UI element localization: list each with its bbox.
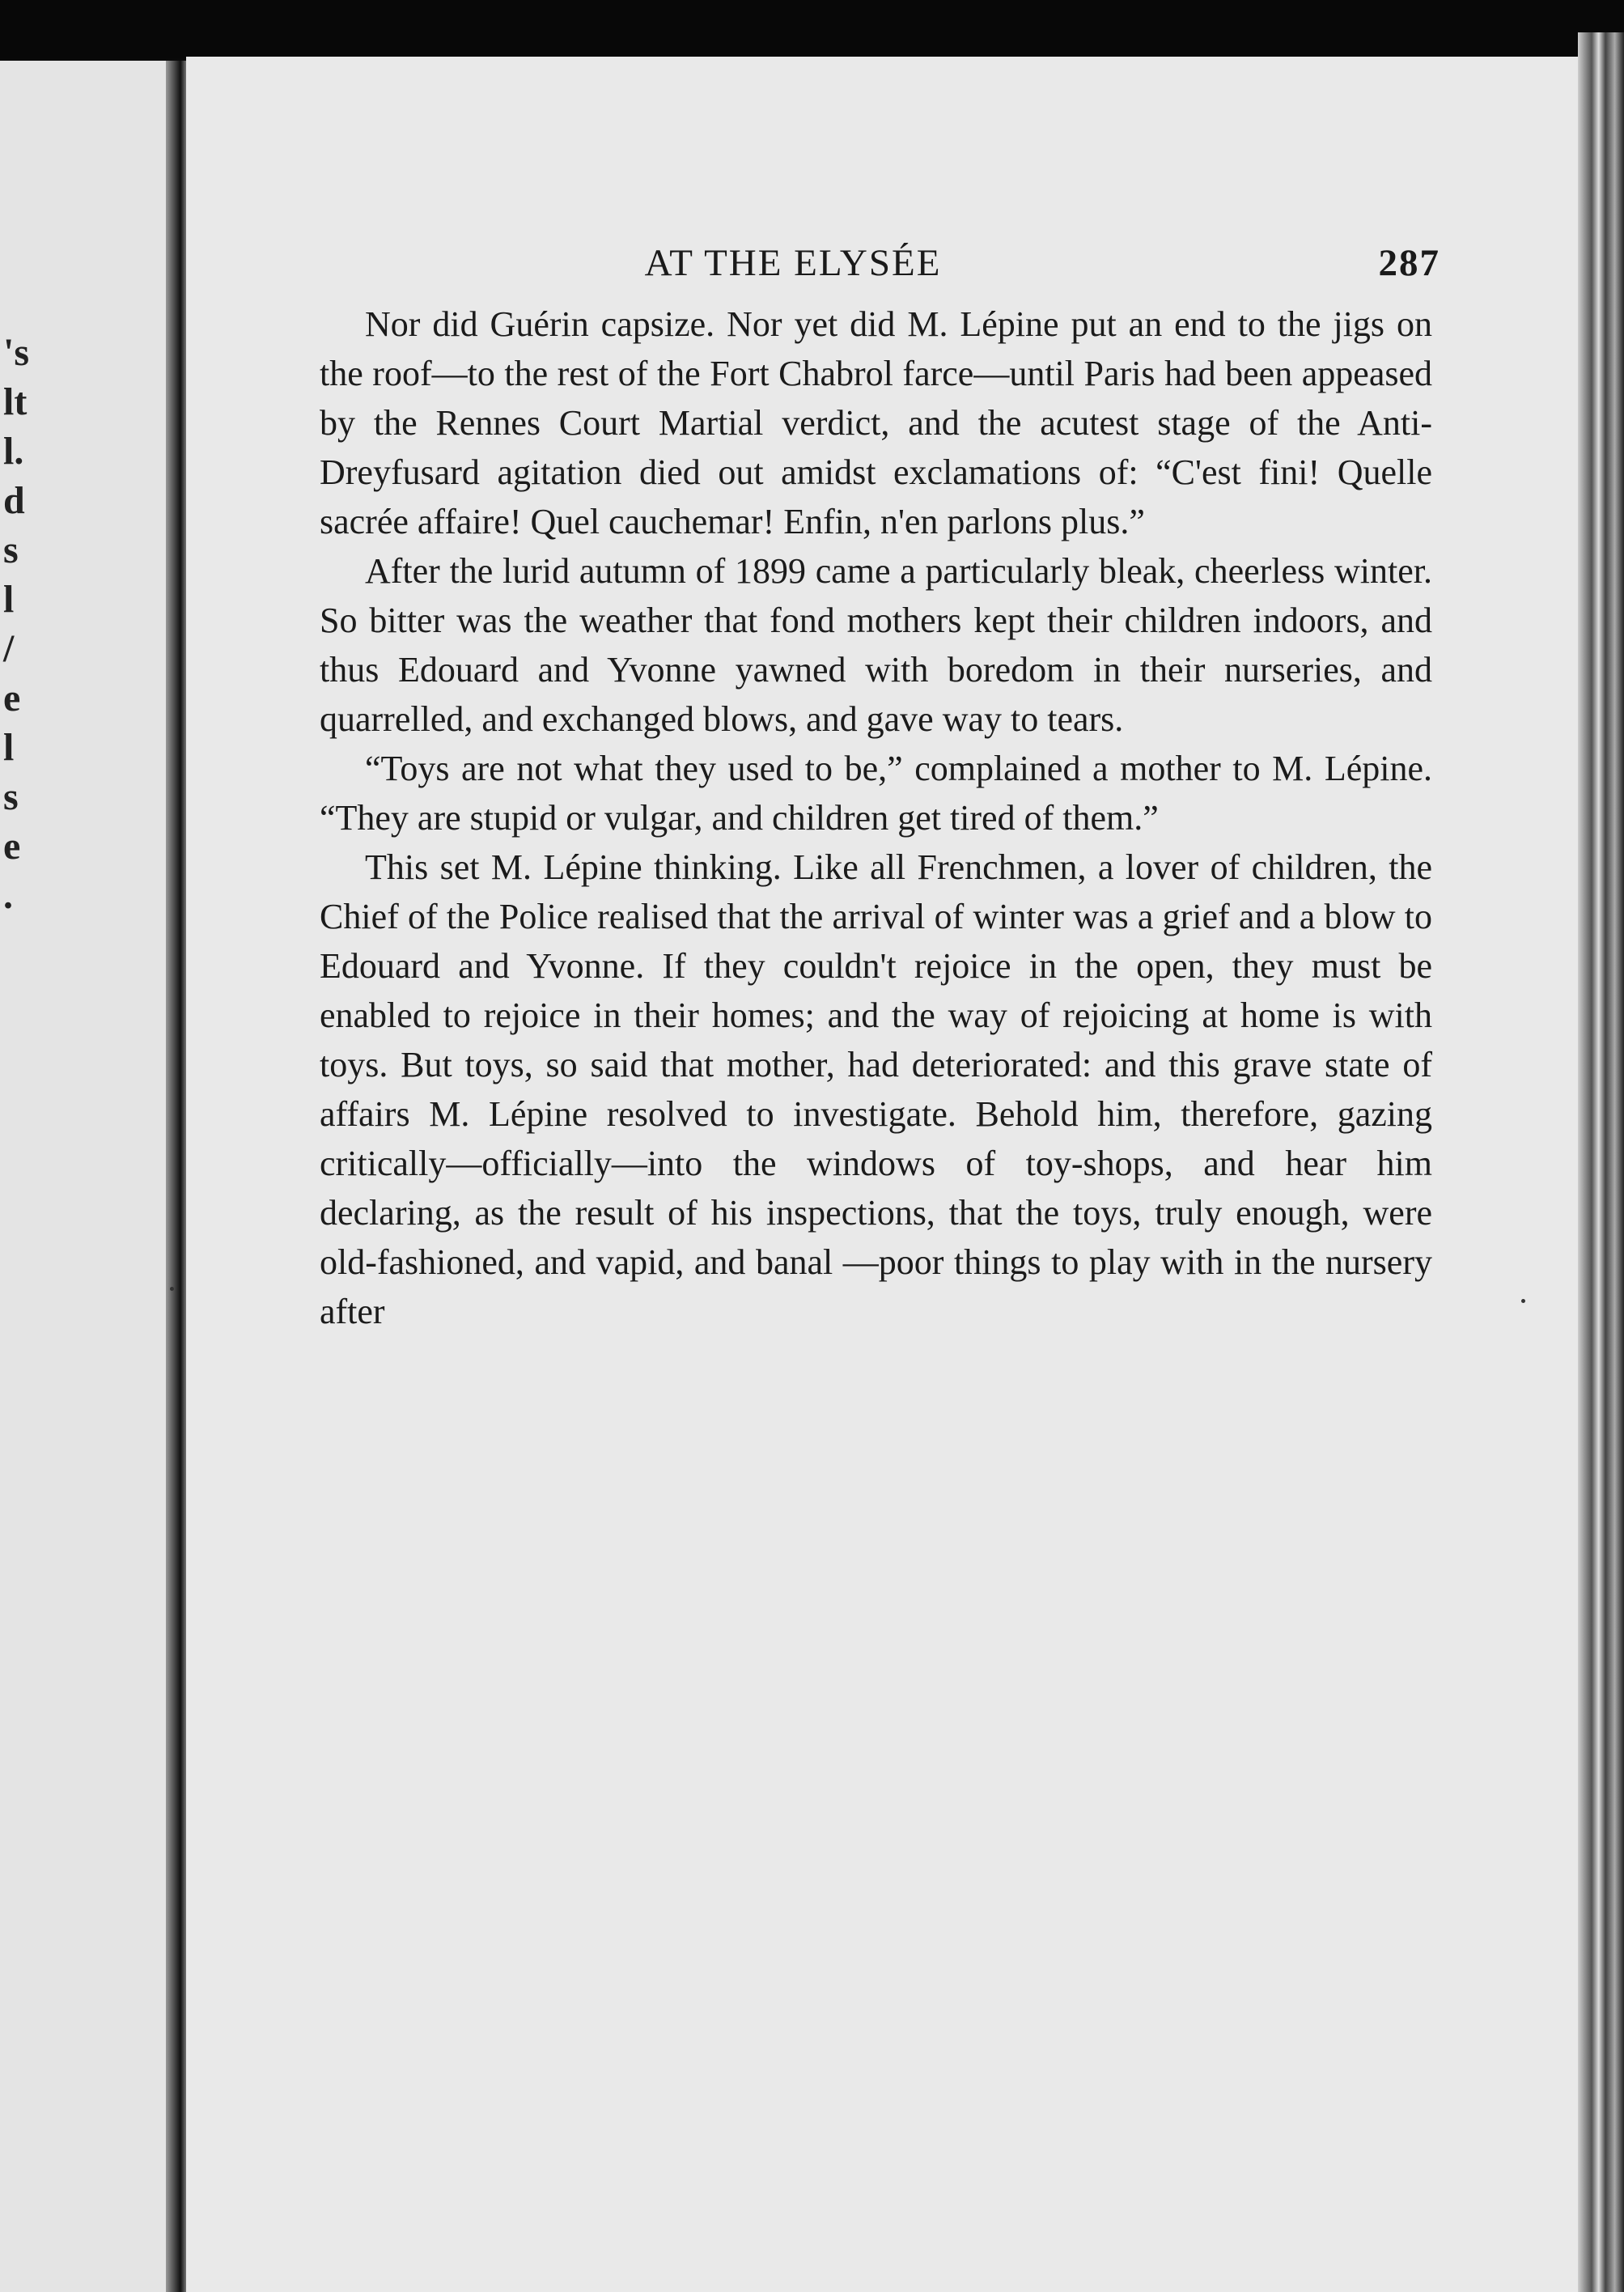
scan-top-border [0,0,1624,58]
previous-page-fragments [3,328,29,920]
fragment: d [3,479,25,522]
paragraph: After the lurid autumn of 1899 came a particularly bleak, cheerless winter. So bitter was the weather that fond mothers kept their children indoors, and thus Edouard and Yvonne yawned with boredom in their nurseries, and quarrelled, and exchanged blows, and gave way to tears. [320,551,1432,739]
body-text [320,299,1432,1336]
fragment: l [3,578,15,621]
scan-speck [170,1287,174,1291]
book-page [186,57,1582,2292]
fragment: / [3,627,15,670]
fragment: s [3,528,19,571]
fragment: lt [3,380,28,423]
fragment: l. [3,430,24,473]
running-head [332,241,1440,298]
paragraph: Nor did Guérin capsize. Nor yet did M. Lépine put an end to the jigs on the roof—to the rest of the Fort Chabrol farce—until Paris had been appeased by the Rennes Court Martial verdict, and the acutest stage of the Anti-Dreyfusard agitation died out amidst exclamations of: “C'est fini! Quelle sacrée affaire! Quel cauchemar! Enfin, n'en parlons plus.” [320,304,1432,541]
fragment: e [3,677,21,719]
paragraph: “Toys are not what they used to be,” complained a mother to M. Lépine. “They are stupid or vulgar, and children get tired of them.” [320,749,1432,838]
running-head-title: AT THE ELYSÉE [644,242,942,284]
fragment: . [3,874,13,917]
previous-page-edge [0,61,178,2292]
scan-speck [1521,1299,1525,1303]
paragraph: This set M. Lépine thinking. Like all Frenchmen, a lover of children, the Chief of the Police realised that the arrival of winter was a grief and a blow to Edouard and Yvonne. If they couldn't rejoice in the open, they must be enabled to rejoice in their homes; and the way of rejoicing at home is with toys. But toys, so said that mother, had deteriorated: and this grave state of affairs M. Lépine resolved to investigate. Behold him, therefore, gazing critically—officially—into the windows of toy-shops, and hear him declaring, as the result of his inspections, that the toys, truly enough, were old-fashioned, and vapid, and banal —poor things to play with in the nursery after [320,847,1432,1331]
page-stack-edge [1578,32,1624,2292]
fragment: s [3,775,19,818]
fragment: 's [3,331,30,374]
fragment: l [3,726,15,769]
fragment: e [3,825,21,868]
page-number: 287 [1378,242,1440,284]
